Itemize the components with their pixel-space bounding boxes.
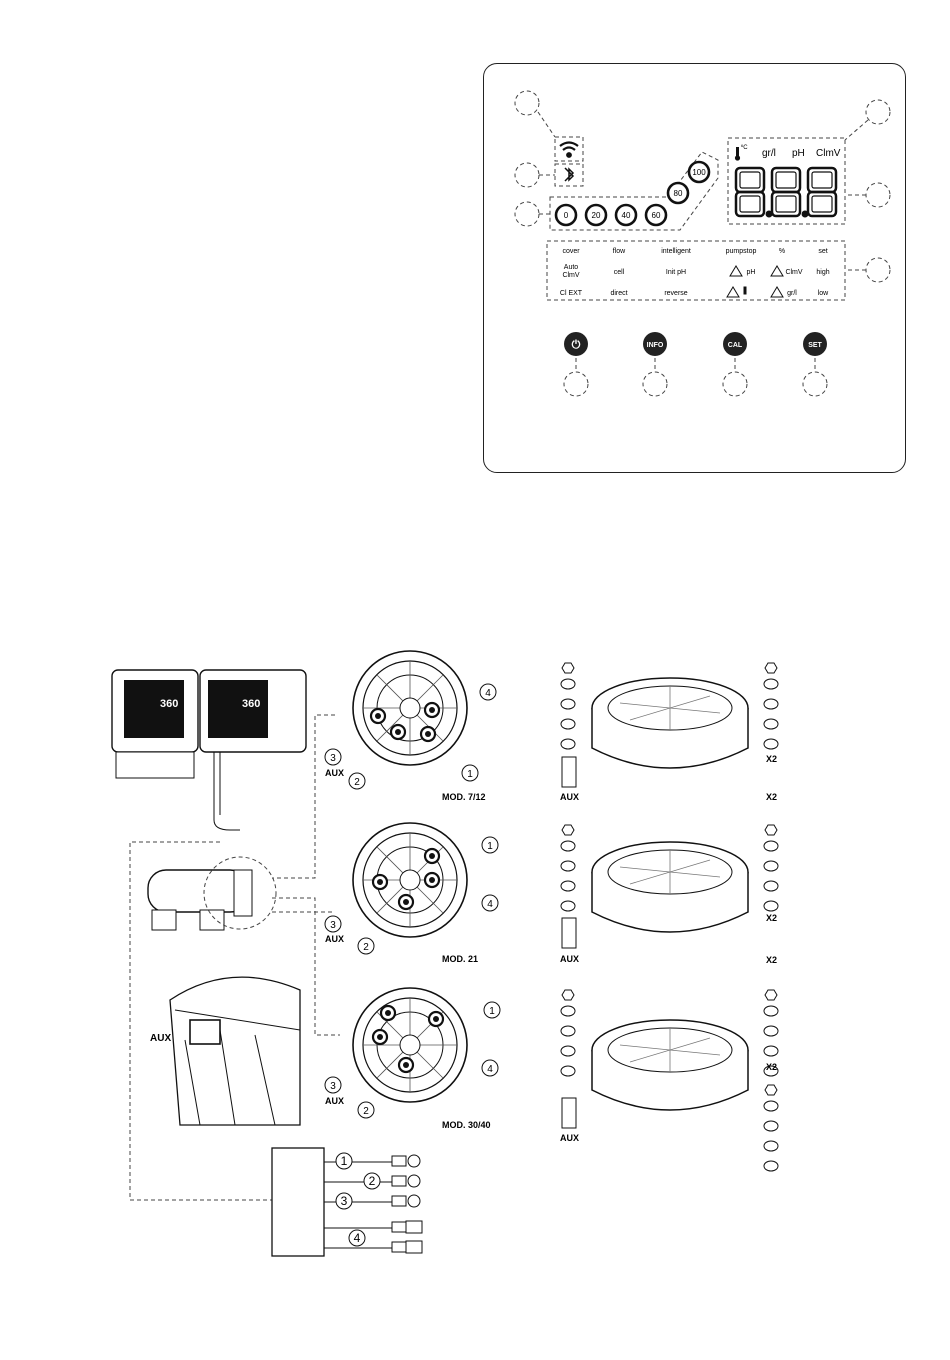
scale-60: 60 [651, 211, 661, 220]
model-label-7-12: MOD. 7/12 [442, 792, 486, 802]
aux-label-cell: AUX [150, 1033, 172, 1044]
ind-auto-clmv: ClmV [562, 272, 580, 279]
terminal-callouts [336, 1153, 380, 1246]
cover-mod-21 [592, 842, 748, 932]
ind-cell: cell [613, 269, 625, 276]
cover-mod-30-40 [592, 1020, 748, 1110]
svg-text:3: 3 [330, 920, 336, 931]
svg-text:1: 1 [340, 1154, 348, 1168]
ind-low: low [817, 290, 829, 297]
unit-display-value: 360 [160, 698, 179, 710]
svg-text:2: 2 [368, 1174, 376, 1188]
svg-text:2: 2 [354, 777, 360, 788]
ind-pumpstop: pumpstop [725, 248, 757, 255]
power-button[interactable]: ⏻ [571, 339, 581, 351]
ind-reverse: reverse [664, 290, 688, 297]
control-unit-front [112, 670, 198, 778]
ind-intelligent: intelligent [661, 248, 691, 255]
aux-label-r3: AUX [560, 1133, 580, 1143]
scale-20: 20 [591, 211, 601, 220]
svg-text:4: 4 [353, 1231, 361, 1245]
svg-text:2: 2 [363, 942, 369, 953]
unit-ph: pH [792, 148, 805, 159]
x2-label-4: X2 [766, 955, 778, 965]
cal-button[interactable]: CAL [727, 342, 743, 349]
ind-warn-ph: pH [746, 269, 756, 276]
svg-text:4: 4 [487, 1064, 493, 1075]
aux-label-2: AUX [325, 934, 345, 944]
unit-display-value-2: 360 [242, 698, 261, 710]
svg-text:3: 3 [330, 753, 336, 764]
svg-text:1: 1 [489, 1006, 495, 1017]
model-label-21: MOD. 21 [442, 954, 479, 964]
ind-warn-grl: gr/l [787, 290, 797, 297]
svg-text:4: 4 [487, 899, 493, 910]
plate-mod-7-12 [353, 651, 467, 765]
svg-text:3: 3 [330, 1081, 336, 1092]
ind-high: high [816, 269, 830, 276]
plate-mod-21 [353, 823, 467, 937]
svg-text:1: 1 [487, 841, 493, 852]
info-button[interactable]: INFO [646, 342, 664, 349]
x2-label-5: X2 [766, 1062, 778, 1072]
control-unit-side [200, 670, 306, 830]
ind-percent: % [778, 248, 786, 255]
aux-label-r1: AUX [560, 792, 580, 802]
temp-unit: ºC [741, 145, 748, 151]
plate-mod-30-40 [353, 988, 467, 1102]
scale-0: 0 [563, 211, 569, 220]
ind-cover: cover [562, 248, 580, 255]
scale-40: 40 [621, 211, 631, 220]
x2-label-2: X2 [766, 792, 778, 802]
scale-100: 100 [692, 168, 706, 177]
aux-label-3: AUX [325, 1096, 345, 1106]
x2-label-3: X2 [766, 913, 778, 923]
svg-text:3: 3 [340, 1194, 348, 1208]
scale-80: 80 [673, 189, 683, 198]
ind-warn-clmv: ClmV [785, 269, 803, 276]
x2-label-1: X2 [766, 754, 778, 764]
aux-label-1: AUX [325, 768, 345, 778]
cover-mod-7-12 [592, 678, 748, 768]
cell-interior [150, 977, 300, 1125]
ind-direct: direct [610, 290, 628, 297]
unit-clmv: ClmV [816, 148, 841, 159]
svg-text:2: 2 [363, 1106, 369, 1117]
ind-init-ph: Init pH [665, 269, 687, 276]
svg-text:4: 4 [485, 688, 491, 699]
ind-auto: Auto [563, 264, 579, 271]
unit-grl: gr/l [762, 148, 776, 159]
set-button[interactable]: SET [808, 342, 822, 349]
model-label-30-40: MOD. 30/40 [442, 1120, 491, 1130]
ind-flow: flow [612, 248, 626, 255]
electrolysis-cell [148, 857, 276, 930]
svg-text:1: 1 [467, 769, 473, 780]
aux-label-r2: AUX [560, 954, 580, 964]
ind-set: set [818, 248, 828, 255]
ind-cl-ext: Cl EXT [559, 290, 583, 297]
